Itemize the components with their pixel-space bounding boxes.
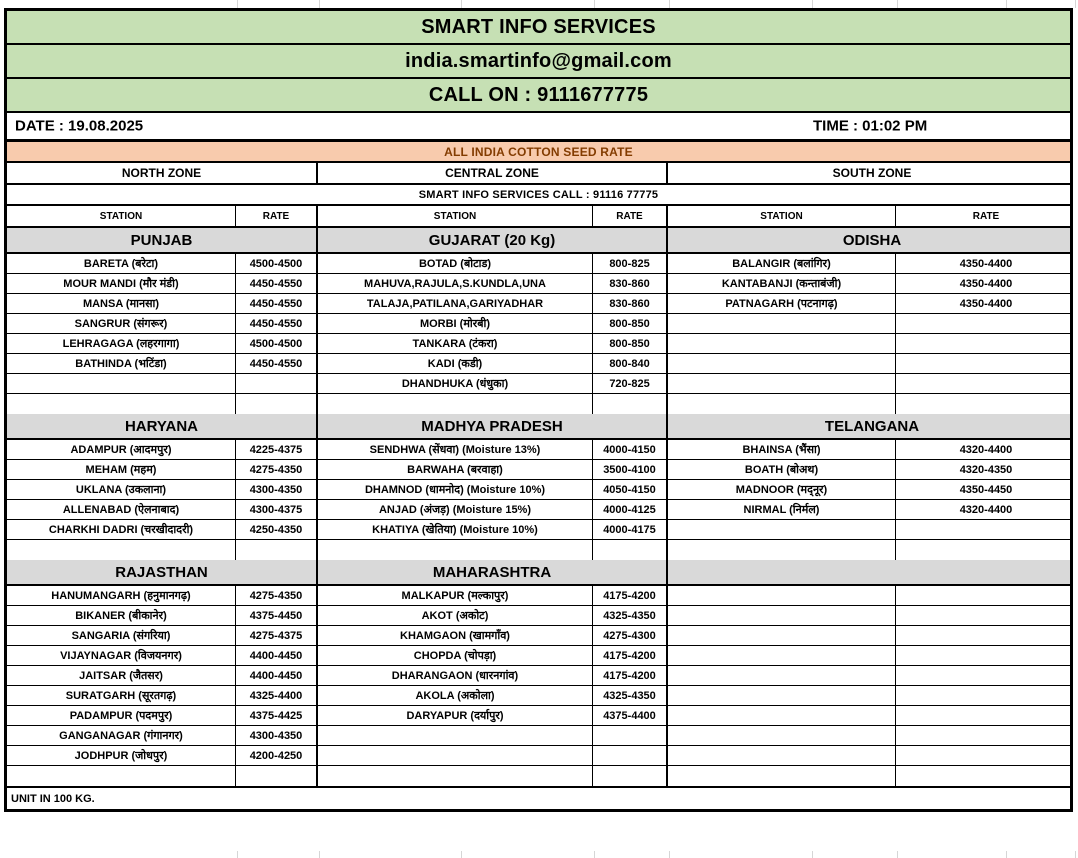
table-row [7, 314, 1070, 334]
column-header-row [7, 206, 1070, 228]
gridline [812, 851, 813, 858]
station-cell [7, 766, 236, 786]
rate-cell: 4000-4150 [593, 440, 668, 459]
station-cell: BOTAD (बोटाड) [318, 254, 593, 273]
station-cell: MALKAPUR (मल्कापुर) [318, 586, 593, 605]
state-header-odisha: ODISHA [842, 231, 902, 249]
col-header-rate: RATE [972, 210, 1000, 222]
table-row [7, 726, 1070, 746]
rate-cell: 4000-4175 [593, 520, 668, 539]
table-row [7, 666, 1070, 686]
table-row [7, 274, 1070, 294]
table-row [7, 254, 1070, 274]
state-header-row [7, 560, 1070, 586]
station-cell: CHARKHI DADRI (चरखीदादरी) [7, 520, 236, 539]
station-cell [668, 586, 896, 605]
state-header-empty [668, 560, 1076, 584]
rate-cell [236, 540, 318, 560]
station-cell [668, 374, 896, 393]
station-cell: SENDHWA (सेंधवा) (Moisture 13%) [318, 440, 593, 459]
station-cell: MANSA (मानसा) [7, 294, 236, 313]
station-cell: GANGANAGAR (गंगानगर) [7, 726, 236, 745]
rate-cell [593, 726, 668, 745]
rate-cell [896, 686, 1076, 705]
station-cell [7, 540, 236, 560]
rate-cell: 800-850 [593, 334, 668, 353]
rate-cell [896, 646, 1076, 665]
rate-cell: 4450-4550 [236, 274, 318, 293]
rate-table [4, 8, 1073, 812]
rate-cell: 4350-4450 [959, 483, 1013, 496]
gridline [461, 851, 462, 858]
rate-cell: 4500-4500 [236, 254, 318, 273]
zone-north: NORTH ZONE [7, 163, 318, 183]
rate-cell: 4450-4550 [236, 354, 318, 373]
state-header-row [7, 414, 1070, 440]
rate-cell: 4200-4250 [236, 746, 318, 765]
rate-sections [7, 228, 1070, 786]
rate-cell: 4375-4450 [236, 606, 318, 625]
rate-cell [896, 746, 1076, 765]
state-header-gujarat: GUJARAT (20 Kg) [318, 228, 668, 252]
rate-cell: 4275-4350 [236, 586, 318, 605]
station-cell: DHAMNOD (धामनोद) (Moisture 10%) [318, 480, 593, 499]
station-cell [668, 606, 896, 625]
gridline [319, 0, 320, 8]
rate-cell: 4320-4350 [959, 463, 1013, 476]
rate-cell [593, 394, 668, 414]
unit-note [7, 786, 1070, 809]
gridline [237, 0, 238, 8]
rate-cell: 800-840 [593, 354, 668, 373]
station-cell: ALLENABAD (ऐलनाबाद) [7, 500, 236, 519]
station-cell: KHATIYA (खेतिया) (Moisture 10%) [318, 520, 593, 539]
rate-cell: 4500-4500 [236, 334, 318, 353]
gridline [594, 851, 595, 858]
table-row [7, 500, 1070, 520]
gridline [897, 851, 898, 858]
rate-cell: 800-850 [593, 314, 668, 333]
state-header-madhya: MADHYA PRADESH [318, 414, 668, 438]
rate-cell: 4175-4200 [593, 586, 668, 605]
unit-note-text: UNIT IN 100 KG. [11, 792, 95, 805]
table-row [7, 480, 1070, 500]
gridline [319, 851, 320, 858]
station-cell [668, 686, 896, 705]
rate-cell: 4350-4400 [959, 277, 1013, 290]
rate-cell [236, 766, 318, 786]
rate-cell [236, 394, 318, 414]
rate-cell: 4450-4550 [236, 294, 318, 313]
table-row [7, 606, 1070, 626]
rate-cell [236, 374, 318, 393]
gridline [897, 0, 898, 8]
table-row [7, 394, 1070, 414]
station-cell [668, 626, 896, 645]
station-cell: BOATH (बोअथ) [668, 460, 896, 479]
station-cell [668, 646, 896, 665]
rate-cell: 800-825 [593, 254, 668, 273]
rate-cell: 4400-4450 [236, 666, 318, 685]
station-cell: DARYAPUR (दर्यापुर) [318, 706, 593, 725]
gridline [594, 0, 595, 8]
rate-cell [896, 354, 1076, 373]
state-header-telangana: TELANGANA [824, 417, 920, 435]
station-cell: TANKARA (टंकरा) [318, 334, 593, 353]
station-cell [318, 394, 593, 414]
table-row [7, 540, 1070, 560]
state-header-haryana: HARYANA [7, 414, 318, 438]
station-cell [668, 540, 896, 560]
station-cell: JAITSAR (जैतसर) [7, 666, 236, 685]
station-cell [668, 746, 896, 765]
table-row [7, 374, 1070, 394]
station-cell: MADNOOR (मद्नूर) [668, 480, 896, 499]
gridline [1006, 0, 1007, 8]
rate-cell: 4325-4400 [236, 686, 318, 705]
gridline [669, 0, 670, 8]
rate-cell [593, 746, 668, 765]
station-cell: ADAMPUR (आदमपुर) [7, 440, 236, 459]
company-phone-text: CALL ON : 9111677775 [428, 83, 649, 106]
state-header-punjab: PUNJAB [7, 228, 318, 252]
gridline [1006, 851, 1007, 858]
station-cell [668, 766, 896, 786]
station-cell: PATNAGARH (पटनागढ़) [668, 294, 896, 313]
table-row [7, 460, 1070, 480]
station-cell [668, 394, 896, 414]
col-header-station: STATION [668, 206, 896, 226]
rate-cell: 720-825 [593, 374, 668, 393]
rate-cell: 4250-4350 [236, 520, 318, 539]
station-cell: DHANDHUKA (धंधुका) [318, 374, 593, 393]
gridline [1075, 0, 1076, 8]
station-cell [7, 394, 236, 414]
rate-cell [593, 540, 668, 560]
company-email [7, 45, 1070, 79]
table-row [7, 294, 1070, 314]
rate-cell: 4375-4425 [236, 706, 318, 725]
table-row [7, 440, 1070, 460]
table-row [7, 766, 1070, 786]
station-cell: AKOLA (अकोला) [318, 686, 593, 705]
table-row [7, 646, 1070, 666]
rate-cell [896, 394, 1076, 414]
time-label: TIME : 01:02 PM [813, 117, 928, 135]
rate-cell [896, 706, 1076, 725]
zone-header-row [7, 163, 1070, 185]
rate-cell [896, 586, 1076, 605]
station-cell: ANJAD (अंजड़) (Moisture 15%) [318, 500, 593, 519]
rate-cell [896, 314, 1076, 333]
col-header-rate: RATE [236, 206, 318, 226]
table-row [7, 746, 1070, 766]
station-cell: KADI (कडी) [318, 354, 593, 373]
station-cell: BARETA (बरेटा) [7, 254, 236, 273]
table-row [7, 520, 1070, 540]
rate-cell: 830-860 [593, 274, 668, 293]
company-phone [7, 79, 1070, 113]
state-header-maharashtra: MAHARASHTRA [318, 560, 668, 584]
rate-cell [896, 726, 1076, 745]
rate-cell [896, 334, 1076, 353]
rate-cell: 4450-4550 [236, 314, 318, 333]
station-cell: JODHPUR (जोधपुर) [7, 746, 236, 765]
station-cell [668, 706, 896, 725]
rate-cell: 4375-4400 [593, 706, 668, 725]
rate-banner [7, 142, 1070, 163]
rate-cell: 4400-4450 [236, 646, 318, 665]
station-cell [7, 374, 236, 393]
rate-cell: 3500-4100 [593, 460, 668, 479]
rate-cell: 4300-4375 [236, 500, 318, 519]
rate-cell: 4275-4350 [236, 460, 318, 479]
rate-cell: 4050-4150 [593, 480, 668, 499]
station-cell [318, 726, 593, 745]
gridline [1075, 851, 1076, 858]
date-label: DATE : 19.08.2025 [15, 117, 144, 135]
table-row [7, 334, 1070, 354]
rate-cell [896, 766, 1076, 786]
gridline [669, 851, 670, 858]
company-title-text: SMART INFO SERVICES [421, 15, 656, 38]
station-cell [668, 334, 896, 353]
station-cell [668, 354, 896, 373]
col-header-station: STATION [7, 206, 236, 226]
rate-cell [593, 766, 668, 786]
rate-cell: 4350-4400 [959, 257, 1013, 270]
rate-cell: 4225-4375 [236, 440, 318, 459]
station-cell: NIRMAL (निर्मल) [668, 500, 896, 519]
station-cell: MOUR MANDI (मौर मंडी) [7, 274, 236, 293]
rate-cell [896, 520, 1076, 539]
company-email-text: india.smartinfo@gmail.com [405, 49, 672, 72]
station-cell: CHOPDA (चोपड़ा) [318, 646, 593, 665]
rate-cell: 4325-4350 [593, 606, 668, 625]
rate-cell: 4320-4400 [959, 443, 1013, 456]
col-header-station: STATION [318, 206, 593, 226]
station-cell [668, 666, 896, 685]
rate-cell: 4275-4300 [593, 626, 668, 645]
date-time-row [7, 113, 1070, 142]
table-row [7, 586, 1070, 606]
station-cell: BATHINDA (भटिंडा) [7, 354, 236, 373]
station-cell: KHAMGAON (खामगाँव) [318, 626, 593, 645]
rate-cell [896, 374, 1076, 393]
gridline [461, 0, 462, 8]
station-cell: LEHRAGAGA (लहरगागा) [7, 334, 236, 353]
station-cell: HANUMANGARH (हनुमानगढ़) [7, 586, 236, 605]
station-cell [318, 746, 593, 765]
station-cell: SURATGARH (सूरतगढ़) [7, 686, 236, 705]
rate-cell [896, 606, 1076, 625]
service-banner-text: SMART INFO SERVICES CALL : 91116 77775 [418, 188, 659, 201]
gridline [812, 0, 813, 8]
station-cell [318, 540, 593, 560]
state-header-rajasthan: RAJASTHAN [7, 560, 318, 584]
rate-cell: 4300-4350 [236, 726, 318, 745]
gridline [237, 851, 238, 858]
col-header-rate: RATE [593, 206, 668, 226]
station-cell: AKOT (अकोट) [318, 606, 593, 625]
zone-south: SOUTH ZONE [832, 166, 912, 180]
station-cell: MEHAM (महम) [7, 460, 236, 479]
rate-cell: 4325-4350 [593, 686, 668, 705]
station-cell: TALAJA,PATILANA,GARIYADHAR [318, 294, 593, 313]
state-header-row [7, 228, 1070, 254]
station-cell: MAHUVA,RAJULA,S.KUNDLA,UNA [318, 274, 593, 293]
rate-cell: 4175-4200 [593, 666, 668, 685]
station-cell: BALANGIR (बलांगिर) [668, 254, 896, 273]
zone-central: CENTRAL ZONE [318, 163, 668, 183]
rate-cell: 4275-4375 [236, 626, 318, 645]
station-cell: MORBI (मोरबी) [318, 314, 593, 333]
station-cell [668, 726, 896, 745]
rate-cell: 4350-4400 [959, 297, 1013, 310]
table-row [7, 706, 1070, 726]
rate-cell: 830-860 [593, 294, 668, 313]
station-cell: BARWAHA (बरवाहा) [318, 460, 593, 479]
station-cell: BHAINSA (भैंसा) [668, 440, 896, 459]
station-cell: VIJAYNAGAR (विजयनगर) [7, 646, 236, 665]
company-title [7, 11, 1070, 45]
station-cell [668, 520, 896, 539]
station-cell: DHARANGAON (धारनगांव) [318, 666, 593, 685]
rate-cell: 4320-4400 [959, 503, 1013, 516]
rate-cell [896, 626, 1076, 645]
rate-banner-text: ALL INDIA COTTON SEED RATE [444, 144, 633, 159]
service-banner [7, 185, 1070, 206]
station-cell: SANGARIA (संगरिया) [7, 626, 236, 645]
rate-cell: 4000-4125 [593, 500, 668, 519]
station-cell [668, 314, 896, 333]
rate-cell: 4175-4200 [593, 646, 668, 665]
rate-cell: 4300-4350 [236, 480, 318, 499]
rate-cell [896, 666, 1076, 685]
station-cell [318, 766, 593, 786]
station-cell: KANTABANJI (कन्ताबंजी) [668, 274, 896, 293]
station-cell: PADAMPUR (पदमपुर) [7, 706, 236, 725]
station-cell: UKLANA (उकलाना) [7, 480, 236, 499]
rate-cell [896, 540, 1076, 560]
table-row [7, 686, 1070, 706]
station-cell: BIKANER (बीकानेर) [7, 606, 236, 625]
table-row [7, 354, 1070, 374]
station-cell: SANGRUR (संगरूर) [7, 314, 236, 333]
table-row [7, 626, 1070, 646]
